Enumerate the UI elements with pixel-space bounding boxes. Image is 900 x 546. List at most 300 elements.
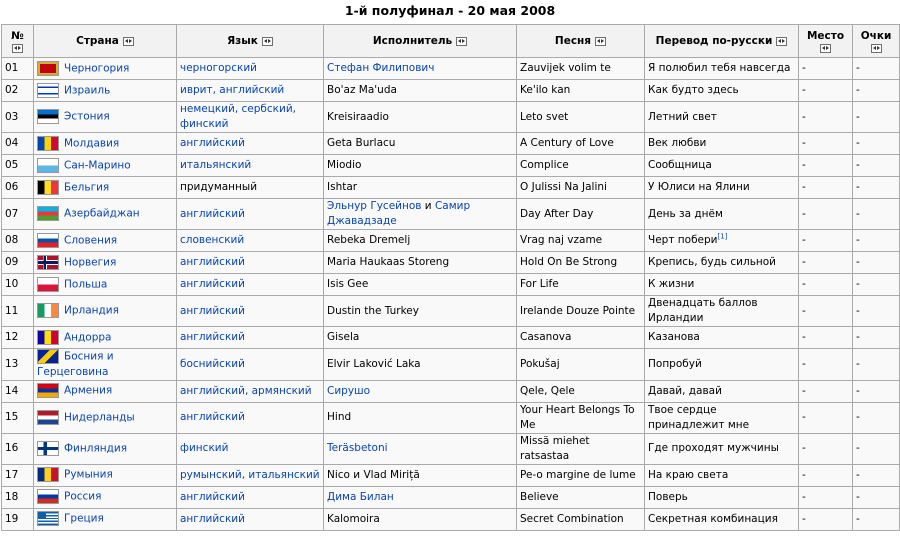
place-text: - (802, 411, 806, 423)
song-cell (517, 380, 645, 402)
translation-cell (645, 230, 799, 252)
israel-flag-icon[interactable] (37, 83, 59, 98)
place-text: - (802, 84, 806, 96)
translation-text: Сообщница (648, 159, 712, 171)
song-text: Qele, Qele (520, 384, 575, 397)
points-text: - (856, 490, 860, 503)
points-text: - (856, 442, 860, 454)
row-number-text: 03 (5, 110, 19, 123)
place-text: - (802, 62, 806, 74)
artist-link: Geta Burlacu (327, 137, 396, 149)
artist-link[interactable]: Эльнур Гусейнов (327, 200, 422, 212)
table-row (2, 349, 900, 381)
language-link[interactable]: английский (180, 304, 245, 317)
points-cell (853, 380, 900, 402)
row-number (2, 274, 34, 296)
belgium-flag-icon[interactable] (37, 180, 59, 195)
points-text: - (856, 278, 860, 290)
language-cell (177, 327, 324, 349)
language-link[interactable]: иврит, английский (180, 84, 285, 96)
artist-cell (324, 433, 517, 464)
points-text: - (856, 234, 860, 246)
points-cell (853, 402, 900, 433)
song-cell (517, 327, 645, 349)
country-link[interactable]: Сан-Марино (64, 159, 131, 172)
table-row (2, 199, 900, 230)
song-cell (517, 58, 645, 80)
language-link[interactable]: словенский (180, 234, 245, 246)
header-row (2, 25, 900, 58)
translation-cell (645, 327, 799, 349)
artist-link: Isis Gee (327, 278, 369, 290)
song-text: Pe-o margine de lume (520, 468, 636, 481)
row-number-text: 13 (5, 357, 19, 370)
place-cell (799, 349, 853, 381)
points-cell (853, 274, 900, 296)
row-number (2, 133, 34, 155)
translation-cell (645, 102, 799, 133)
sort-icon[interactable] (12, 44, 23, 53)
country-cell (34, 380, 177, 402)
place-cell (799, 433, 853, 464)
place-cell (799, 274, 853, 296)
country-link[interactable]: Азербайджан (64, 207, 140, 220)
row-number-text: 10 (5, 278, 19, 290)
song-cell (517, 102, 645, 133)
artist-cell (324, 380, 517, 402)
song-text: Vrag naj vzame (520, 234, 603, 246)
place-cell (799, 102, 853, 133)
place-text: - (802, 384, 806, 397)
translation-cell (645, 274, 799, 296)
language-link[interactable]: английский (180, 137, 245, 149)
points-text: - (856, 512, 860, 525)
language-cell (177, 349, 324, 381)
song-cell (517, 464, 645, 486)
translation-cell (645, 199, 799, 230)
place-cell (799, 230, 853, 252)
finland-flag-icon[interactable] (37, 441, 59, 456)
language-link[interactable]: финский (180, 442, 229, 454)
country-cell (34, 133, 177, 155)
artist-link[interactable]: Teräsbetoni (327, 442, 388, 454)
song-cell (517, 80, 645, 102)
translation-cell (645, 486, 799, 508)
translation-text: Где проходят мужчины (648, 442, 779, 454)
country-link[interactable]: Финляндия (64, 442, 128, 455)
points-text: - (856, 62, 860, 74)
country-cell (34, 199, 177, 230)
language-cell (177, 380, 324, 402)
country-link[interactable]: Израиль (64, 84, 111, 97)
translation-cell (645, 380, 799, 402)
table-row (2, 252, 900, 274)
place-cell (799, 155, 853, 177)
translation-text: Секретная комбинация (648, 512, 778, 525)
artist-cell (324, 177, 517, 199)
country-link[interactable]: Польша (64, 278, 108, 291)
azerbaijan-flag-icon[interactable] (37, 206, 59, 221)
place-cell (799, 80, 853, 102)
bosnia-flag-icon[interactable] (37, 349, 59, 364)
row-number (2, 230, 34, 252)
language-link[interactable]: английский (180, 411, 245, 423)
points-cell (853, 230, 900, 252)
row-number-text: 02 (5, 84, 19, 96)
song-text: Irelande Douze Pointe (520, 304, 636, 317)
row-number-text: 14 (5, 384, 19, 397)
points-text: - (856, 357, 860, 370)
row-number (2, 296, 34, 327)
montenegro-flag-icon[interactable] (37, 61, 59, 76)
artist-cell (324, 327, 517, 349)
song-cell (517, 433, 645, 464)
header-language[interactable]: Язык (177, 25, 324, 58)
artist-link: Kalomoira (327, 512, 380, 525)
place-text: - (802, 490, 806, 503)
points-cell (853, 486, 900, 508)
country-link[interactable]: Словения (64, 234, 118, 247)
place-cell (799, 380, 853, 402)
artist-cell (324, 402, 517, 433)
song-text: Zauvijek volim te (520, 62, 611, 74)
language-link[interactable]: английский (180, 207, 245, 220)
language-cell (177, 133, 324, 155)
language-cell (177, 402, 324, 433)
header-points[interactable]: Очки (853, 25, 900, 58)
row-number-text: 19 (5, 512, 19, 525)
artist-cell (324, 296, 517, 327)
place-cell (799, 464, 853, 486)
romania-flag-icon[interactable] (37, 467, 59, 482)
table-row (2, 177, 900, 199)
sort-icon[interactable] (262, 37, 273, 46)
country-cell (34, 102, 177, 133)
place-text: - (802, 110, 806, 123)
translation-cell (645, 58, 799, 80)
artist-cell (324, 508, 517, 530)
row-number (2, 464, 34, 486)
translation-text: Поверь (648, 490, 688, 503)
place-cell (799, 402, 853, 433)
table-row (2, 433, 900, 464)
language-cell (177, 230, 324, 252)
sort-icon[interactable] (776, 37, 787, 46)
row-number-text: 06 (5, 181, 19, 193)
language-link[interactable]: английский, армянский (180, 384, 312, 397)
language-link[interactable]: английский (180, 490, 245, 503)
artist-cell (324, 464, 517, 486)
translation-text: Двенадцать баллов Ирландии (648, 297, 758, 324)
row-number-text: 17 (5, 468, 19, 481)
row-number-text: 11 (5, 304, 19, 317)
page-title: 1-й полуфинал - 20 мая 2008 (344, 3, 556, 18)
song-cell (517, 199, 645, 230)
translation-cell (645, 177, 799, 199)
song-cell (517, 155, 645, 177)
row-number (2, 80, 34, 102)
country-cell (34, 327, 177, 349)
place-text: - (802, 468, 806, 481)
artist-cell (324, 252, 517, 274)
sort-icon[interactable] (595, 37, 606, 46)
slovenia-flag-icon[interactable] (37, 233, 59, 248)
song-text: Ke'ilo kan (520, 84, 571, 96)
artist-link[interactable]: Стефан Филипович (327, 62, 435, 74)
place-cell (799, 508, 853, 530)
translation-text: На краю света (648, 468, 729, 481)
artist-link[interactable]: Дима Билан (327, 490, 394, 503)
translation-text: Твое сердце принадлежит мне (648, 403, 750, 431)
points-cell (853, 133, 900, 155)
points-cell (853, 102, 900, 133)
song-text: O Julissi Na Jalini (520, 181, 607, 193)
artist-link: Kreisiraadio (327, 110, 389, 123)
artist-cell (324, 80, 517, 102)
translation-text: К жизни (648, 278, 695, 290)
header-artist[interactable]: Исполнитель (324, 25, 517, 58)
language-cell (177, 58, 324, 80)
points-text: - (856, 384, 860, 397)
artist-cell (324, 349, 517, 381)
translation-text: Век любви (648, 137, 707, 149)
translation-text: Я полюбил тебя навсегда (648, 62, 791, 74)
header-place[interactable]: Место (799, 25, 853, 58)
points-text: - (856, 110, 860, 123)
country-cell (34, 402, 177, 433)
country-link[interactable]: Молдавия (64, 137, 120, 150)
country-link[interactable]: Греция (64, 512, 104, 525)
language-cell (177, 433, 324, 464)
translation-cell (645, 349, 799, 381)
place-cell (799, 199, 853, 230)
translation-text: Как будто здесь (648, 84, 739, 96)
country-link[interactable]: Черногория (64, 62, 130, 75)
translation-cell (645, 252, 799, 274)
language-link: придуманный (180, 181, 258, 193)
artist-cell (324, 58, 517, 80)
song-text: Complice (520, 159, 569, 171)
row-number (2, 508, 34, 530)
country-link[interactable]: Андорра (64, 331, 112, 344)
language-link[interactable]: румынский, итальянский (180, 468, 320, 481)
points-cell (853, 327, 900, 349)
row-number-text: 07 (5, 207, 19, 220)
language-cell (177, 296, 324, 327)
translation-text: Летний свет (648, 110, 717, 123)
language-link[interactable]: немецкий, сербский, финский (180, 103, 296, 130)
row-number (2, 58, 34, 80)
row-number (2, 252, 34, 274)
table-row (2, 508, 900, 530)
song-text: For Life (520, 278, 559, 290)
points-cell (853, 508, 900, 530)
artist-cell (324, 274, 517, 296)
country-link[interactable]: Нидерланды (64, 411, 135, 424)
country-link[interactable]: Норвегия (64, 256, 117, 269)
row-number (2, 402, 34, 433)
country-link[interactable]: Россия (64, 490, 102, 503)
translation-cell (645, 133, 799, 155)
artist-link: Elvir Laković Laka (327, 357, 421, 370)
points-text: - (856, 159, 860, 171)
header-num[interactable]: № (2, 25, 34, 58)
artist-cell (324, 102, 517, 133)
row-number (2, 327, 34, 349)
table-row (2, 296, 900, 327)
place-text: - (802, 181, 806, 193)
country-cell (34, 508, 177, 530)
song-text: Believe (520, 490, 559, 503)
country-link[interactable]: Армения (64, 384, 113, 397)
artist-link: Hind (327, 411, 352, 423)
points-text: - (856, 411, 860, 423)
andorra-flag-icon[interactable] (37, 330, 59, 345)
country-link[interactable]: Эстония (64, 110, 110, 123)
artist-link: Bo'az Ma'uda (327, 84, 397, 96)
language-cell (177, 508, 324, 530)
estonia-flag-icon[interactable] (37, 109, 59, 124)
poland-flag-icon[interactable] (37, 277, 59, 292)
song-cell (517, 402, 645, 433)
translation-cell (645, 155, 799, 177)
artist-cell (324, 486, 517, 508)
row-number-text: 09 (5, 256, 19, 268)
place-cell (799, 486, 853, 508)
points-cell (853, 177, 900, 199)
country-cell (34, 177, 177, 199)
artist-link[interactable]: Самир Джавадзаде (327, 200, 471, 227)
table-row (2, 380, 900, 402)
header-song[interactable]: Песня (517, 25, 645, 58)
points-cell (853, 433, 900, 464)
country-cell (34, 296, 177, 327)
row-number-text: 16 (5, 442, 19, 454)
song-text: Day After Day (520, 207, 594, 220)
header-country[interactable]: Страна (34, 25, 177, 58)
place-text: - (802, 304, 806, 317)
language-cell (177, 486, 324, 508)
song-cell (517, 252, 645, 274)
language-link[interactable]: английский (180, 256, 245, 268)
country-cell (34, 58, 177, 80)
sort-icon[interactable] (456, 37, 467, 46)
greece-flag-icon[interactable] (37, 511, 59, 526)
language-link[interactable]: черногорский (180, 62, 257, 74)
netherlands-flag-icon[interactable] (37, 410, 59, 425)
table-row (2, 80, 900, 102)
country-cell (34, 433, 177, 464)
row-number (2, 349, 34, 381)
points-text: - (856, 84, 860, 96)
language-link[interactable]: английский (180, 278, 245, 290)
translation-cell (645, 296, 799, 327)
table-row (2, 102, 900, 133)
row-number (2, 486, 34, 508)
results-table (1, 24, 900, 531)
song-text: Your Heart Belongs To Me (520, 403, 635, 431)
moldova-flag-icon[interactable] (37, 136, 59, 151)
song-text: Secret Combination (520, 512, 624, 525)
artist-link: Gisela (327, 331, 360, 343)
translation-text: У Юлиси на Ялини (648, 181, 750, 193)
song-cell (517, 486, 645, 508)
row-number-text: 15 (5, 411, 19, 423)
russia-flag-icon[interactable] (37, 489, 59, 504)
header-translation[interactable]: Перевод по-русски (645, 25, 799, 58)
sort-icon[interactable] (820, 44, 831, 53)
language-cell (177, 102, 324, 133)
row-number (2, 177, 34, 199)
country-cell (34, 486, 177, 508)
language-link[interactable]: боснийский (180, 357, 245, 370)
row-number-text: 18 (5, 490, 19, 503)
table-row (2, 402, 900, 433)
language-link[interactable]: английский (180, 331, 245, 343)
ireland-flag-icon[interactable] (37, 303, 59, 318)
place-cell (799, 133, 853, 155)
song-text: Hold On Be Strong (520, 256, 618, 268)
points-cell (853, 349, 900, 381)
artist-cell: Эльнур Гусейнов и Самир Джавадзаде (324, 199, 517, 230)
language-link[interactable]: итальянский (180, 159, 252, 171)
artist-link: Miodio (327, 159, 362, 171)
table-row (2, 155, 900, 177)
language-link[interactable]: английский (180, 512, 245, 525)
country-link[interactable]: Румыния (64, 468, 113, 481)
country-cell (34, 349, 177, 381)
translation-text: Черт побери (648, 234, 718, 246)
table-row (2, 230, 900, 252)
sort-icon[interactable] (871, 44, 882, 53)
country-link[interactable]: Босния и Герцеговина (37, 350, 114, 378)
song-cell (517, 133, 645, 155)
norway-flag-icon[interactable] (37, 255, 59, 270)
row-number-text: 01 (5, 62, 19, 74)
row-number (2, 433, 34, 464)
country-link[interactable]: Бельгия (64, 181, 110, 194)
place-text: - (802, 331, 806, 343)
country-cell (34, 155, 177, 177)
footnote-link[interactable]: [1] (717, 232, 728, 241)
table-row (2, 486, 900, 508)
table-row (2, 327, 900, 349)
row-number-text: 04 (5, 137, 19, 149)
row-number (2, 380, 34, 402)
place-text: - (802, 442, 806, 454)
table-row (2, 58, 900, 80)
song-cell (517, 508, 645, 530)
sort-icon[interactable] (123, 37, 134, 46)
place-cell (799, 58, 853, 80)
song-text: Missä miehet ratsastaa (520, 434, 590, 462)
row-number-text: 05 (5, 159, 19, 171)
place-text: - (802, 278, 806, 290)
armenia-flag-icon[interactable] (37, 383, 59, 398)
place-cell (799, 252, 853, 274)
country-cell (34, 230, 177, 252)
points-cell (853, 296, 900, 327)
artist-link[interactable]: Сирушо (327, 384, 371, 397)
points-text: - (856, 468, 860, 481)
language-cell (177, 252, 324, 274)
points-text: - (856, 137, 860, 149)
san-marino-flag-icon[interactable] (37, 158, 59, 173)
country-link[interactable]: Ирландия (64, 304, 119, 317)
song-cell (517, 274, 645, 296)
translation-cell (645, 402, 799, 433)
translation-text: Попробуй (648, 357, 702, 370)
